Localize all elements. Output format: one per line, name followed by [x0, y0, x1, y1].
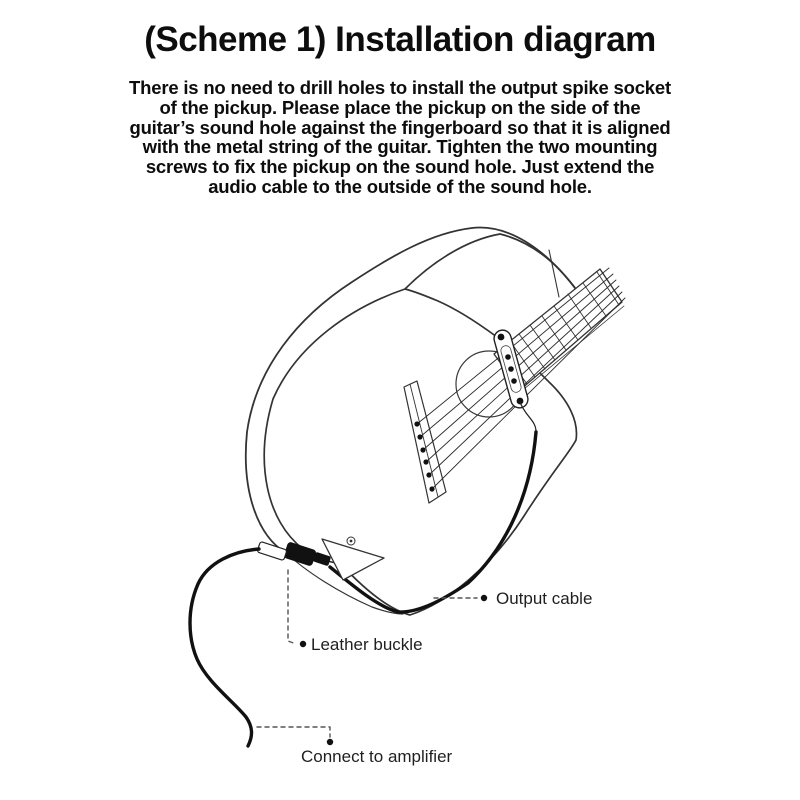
amplifier-cable-line: [190, 549, 259, 746]
label-leather-buckle: Leather buckle: [311, 635, 423, 654]
leader-dot-buckle: [300, 641, 306, 647]
leather-buckle-shape: [322, 537, 384, 580]
leader-dot-amplifier: [327, 739, 333, 745]
intro-line: audio cable to the outside of the sound hole.: [208, 175, 592, 197]
intro-line: There is no need to drill holes to install the output spike socket: [129, 77, 671, 98]
leader-dot-output: [481, 595, 487, 601]
intro-line: of the pickup. Please place the pickup on the side of the: [159, 96, 641, 118]
neck-heel-line: [549, 250, 559, 297]
page-title: (Scheme 1) Installation diagram: [144, 20, 656, 59]
leader-dots: [300, 595, 487, 745]
label-connect-to-amplifier: Connect to amplifier: [301, 747, 453, 766]
label-output-cable: Output cable: [496, 589, 593, 608]
jack-plug: [257, 541, 331, 566]
intro-line: screws to fix the pickup on the sound hole. Just extend the: [145, 156, 655, 178]
intro-line: guitar’s sound hole against the fingerboard so that it is aligned: [129, 116, 671, 138]
intro-line: with the metal string of the guitar. Tighten the two mounting: [142, 136, 658, 158]
pickup-wire: [520, 402, 536, 434]
leader-connect-amplifier: [257, 727, 330, 737]
bridge: [404, 381, 446, 503]
mounting-screw: [498, 334, 505, 341]
leader-leather-buckle: [288, 570, 296, 644]
